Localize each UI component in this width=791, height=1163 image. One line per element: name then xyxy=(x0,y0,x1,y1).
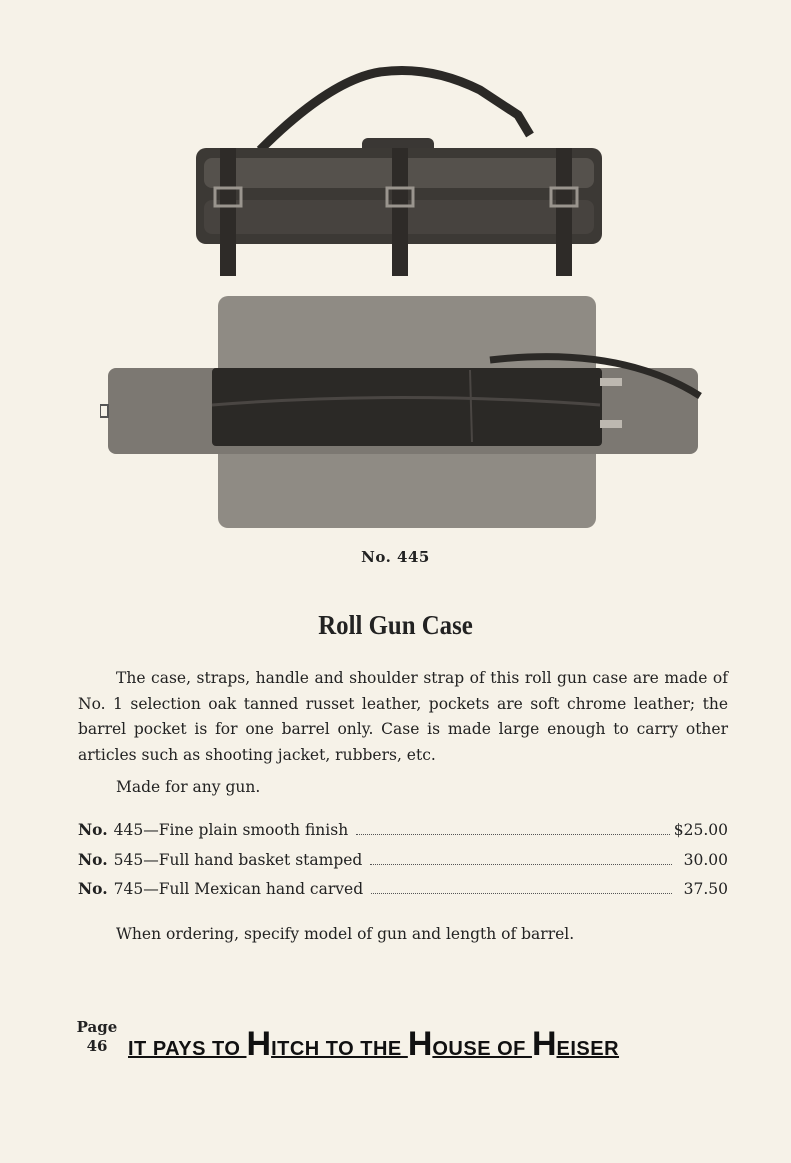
open-case-image xyxy=(100,296,700,528)
slogan-part: EISER xyxy=(556,1038,620,1060)
strap-center xyxy=(392,148,408,276)
price-item: 745—Full Mexican hand carved xyxy=(113,880,364,898)
made-for-note: Made for any gun. xyxy=(116,778,261,796)
slogan-initial: H xyxy=(531,1025,557,1063)
slogan-part: ITCH TO THE xyxy=(271,1038,408,1060)
pockets xyxy=(212,368,602,446)
dot-leader xyxy=(356,834,670,835)
page-label: Page xyxy=(76,1018,118,1036)
slogan-part: IT PAYS TO xyxy=(128,1038,247,1060)
footer xyxy=(76,1018,731,1068)
price-row xyxy=(78,850,728,880)
price-row xyxy=(78,879,728,909)
rolled-case-image xyxy=(196,70,602,276)
price-row xyxy=(78,820,728,850)
page-number: 46 xyxy=(86,1037,108,1055)
flap-loop xyxy=(100,405,108,417)
dot-leader xyxy=(371,893,672,894)
product-description: The case, straps, handle and shoulder strap of this roll gun case are made of No. 1 selection oak tanned russet leather, pockets are soft chrome leather; the barrel pocket is for one barrel only. Case is made large enough to carry other articles such as shooting jacket, rubbers, etc. xyxy=(78,669,728,764)
gun-case-illustration xyxy=(100,60,710,540)
price-item: 545—Full hand basket stamped xyxy=(113,850,363,869)
ordering-note: When ordering, specify model of gun and length of barrel. xyxy=(116,925,575,943)
price-value: 37.50 xyxy=(683,880,728,898)
product-photos xyxy=(100,60,710,540)
price-list xyxy=(78,820,728,909)
page-number-block xyxy=(76,1018,118,1056)
model-caption: No. 445 xyxy=(361,548,430,566)
price-item: 445—Fine plain smooth finish xyxy=(113,821,349,839)
slogan-initial: H xyxy=(407,1025,433,1063)
price-no: No. xyxy=(78,820,108,839)
slogan-initial: H xyxy=(246,1025,272,1063)
price-value: 30.00 xyxy=(683,850,728,869)
page-title: Roll Gun Case xyxy=(318,610,473,640)
slogan-part: OUSE OF xyxy=(432,1038,532,1060)
price-value: $25.00 xyxy=(673,821,728,839)
strap-right xyxy=(556,148,572,276)
price-no: No. xyxy=(78,879,108,898)
strap-left xyxy=(220,148,236,276)
dot-leader xyxy=(370,864,672,865)
price-no: No. xyxy=(78,849,108,869)
slogan xyxy=(128,1025,619,1064)
